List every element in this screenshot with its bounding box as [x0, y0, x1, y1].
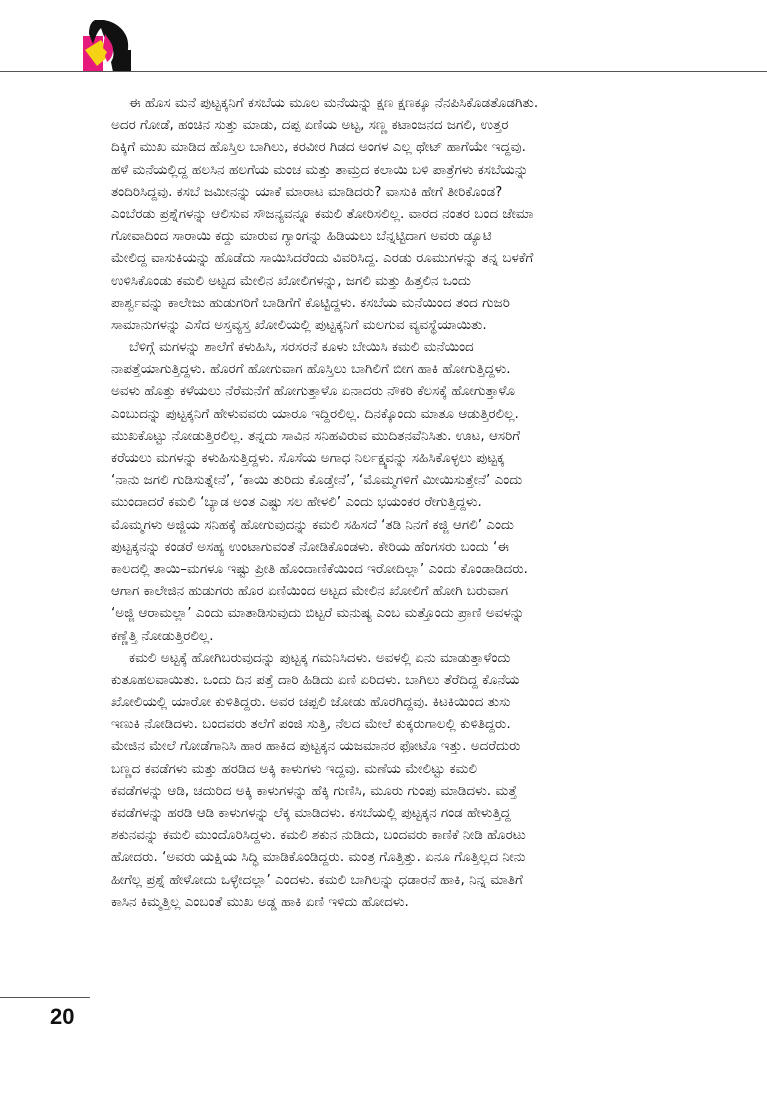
text-line: ಹೀಗೆಲ್ಲ ಪ್ರಶ್ನೆ ಹೇಳೋದು ಒಳ್ಳೇದಲ್ಲಾ’ ಎಂದಳು. ಕಮಲಿ ಬಾಗಿಲನ್ನು ಧಡಾರನೆ ಹಾಕಿ, ನಿನ್ನ ಮಾತಿಗೆ — [111, 871, 523, 888]
text-line: ಕಣ್ಣೆತ್ತಿ ನೋಡುತ್ತಿರಲಿಲ್ಲ. — [111, 627, 214, 644]
text-line: ನಾಪತ್ತೆಯಾಗುತ್ತಿದ್ದಳು. ಹೊರಗೆ ಹೋಗುವಾಗ ಹೊಸ್ತಿಲು ಬಾಗಿಲಿಗೆ ಬೀಗ ಹಾಕಿ ಹೋಗುತ್ತಿದ್ದಳು. — [111, 361, 511, 378]
text-line: ಎಂಬೆರಡು ಪ್ರಶ್ನೆಗಳನ್ನು ಆಲಿಸುವ ಸೌಜನ್ಯವನ್ನೂ ಕಮಲಿ ತೋರಿಸಲಿಲ್ಲ. ವಾರದ ನಂತರ ಬಂದ ಜೇಮಾ — [111, 205, 534, 222]
text-line: ಈ ಹೊಸ ಮನೆ ಪುಟ್ಟಕ್ಕನಿಗೆ ಕಸಬೆಯ ಮೂಲ ಮನೆಯನ್ನು ಕ್ಷಣ ಕ್ಷಣಕ್ಕೂ ನೆನಪಿಸಿಕೊಡತೊಡಗಿತು. — [129, 95, 539, 111]
text-line: ಕುತೂಹಲವಾಯಿತು. ಒಂದು ದಿನ ಪತ್ತೆ ದಾರಿ ಹಿಡಿದು ಏಣಿ ಏರಿದಳು. ಬಾಗಿಲು ತೆರೆದಿದ್ದ ಕೊನೆಯ — [111, 671, 520, 688]
text-line: ಇಣುಕಿ ನೋಡಿದಳು. ಬಂದವರು ತಲೆಗೆ ಪಂಜಿ ಸುತ್ತಿ, ನೆಲದ ಮೇಲೆ ಕುಕ್ಕರುಗಾಲಲ್ಲಿ ಕುಳಿತಿದ್ದರು. — [111, 716, 511, 733]
text-line: ಮೇಲಿದ್ದ ವಾಸುಕಿಯನ್ನು ಹೊಡೆದು ಸಾಯಿಸಿದರೆಂದು ವಿವರಿಸಿದ್ದ. ಎರಡು ರೂಮುಗಳನ್ನು ತನ್ನ ಬಳಕೆಗೆ — [111, 250, 534, 267]
text-line: ಬಣ್ಣದ ಕವಡೆಗಳು ಮತ್ತು ಹರಡಿದ ಅಕ್ಕಿ ಕಾಳುಗಳು ಇದ್ದವು. ಮಣೆಯ ಮೇಲಿಟ್ಟು ಕಮಲಿ — [111, 760, 477, 777]
text-line: ತಂದಿರಿಸಿದ್ದವು. ಕಸಬೆ ಜಮೀನನ್ನು ಯಾಕೆ ಮಾರಾಟ ಮಾಡಿದರು? ವಾಸುಕಿ ಹೇಗೆ ತೀರಿಕೊಂಡ? — [111, 183, 503, 200]
text-line: ಪಾರ್ಶ್ವವನ್ನು ಕಾಲೇಜು ಹುಡುಗರಿಗೆ ಬಾಡಿಗೆಗೆ ಕೊಟ್ಟಿದ್ದಳು. ಕಸಬೆಯ ಮನೆಯಿಂದ ತಂದ ಗುಜರಿ — [111, 294, 510, 311]
text-line: ‘ಅಜ್ಜಿ ಆರಾಮಲ್ಲಾ’ ಎಂದು ಮಾತಾಡಿಸುವುದು ಬಿಟ್ಟರೆ ಮನುಷ್ಯ ಎಂಬ ಮತ್ತೊಂದು ಪ್ರಾಣಿ ಅವಳನ್ನು — [111, 605, 525, 622]
text-line: ಅವಳು ಹೊತ್ತು ಕಳೆಯಲು ನೆರೆಮನೆಗೆ ಹೋಗುತ್ತಾಳೊ ಏನಾದರು ನೌಕರಿ ಕೆಲಸಕ್ಕೆ ಹೋಗುತ್ತಾಳೊ — [111, 383, 516, 400]
text-line: ಕಮಲಿ ಅಟ್ಟಕ್ಕೆ ಹೋಗಿಬರುವುದನ್ನು ಪುಟ್ಟಕ್ಕ ಗಮನಿಸಿದಳು. ಅವಳಲ್ಲಿ ಏನು ಮಾಡುತ್ತಾಳೆಂದು — [129, 649, 511, 666]
text-line: ಸಾಮಾನುಗಳನ್ನು ಎಸೆದ ಅಸ್ತವ್ಯಸ್ತ ಖೋಲಿಯಲ್ಲಿ ಪುಟ್ಟಕ್ಕನಿಗೆ ಮಲಗುವ ವ್ಯವಸ್ಥೆಯಾಯಿತು. — [111, 316, 487, 333]
text-line: ಮೊಮ್ಮಗಳು ಅಜ್ಜಿಯ ಸನಿಹಕ್ಕೆ ಹೋಗುವುದನ್ನು ಕಮಲಿ ಸಹಿಸದೆ ‘ತಡಿ ನಿನಗೆ ಕಜ್ಜಿ ಆಗಲಿ’ ಎಂದು — [111, 516, 514, 533]
header-rule — [0, 71, 767, 72]
text-line: ಶಕುನವನ್ನು ಕಮಲಿ ಮುಂದೊರಿಸಿದ್ದಳು. ಕಮಲಿ ಶಕುನ ನುಡಿದು, ಬಂದವರು ಕಾಣಿಕೆ ನೀಡಿ ಹೊರಟು — [111, 827, 526, 844]
text-line: ಮೇಜಿನ ಮೇಲೆ ಗೋಡೆಗಾನಿಸಿ ಹಾರ ಹಾಕಿದ ಪುಟ್ಟಕ್ಕನ ಯಜಮಾನರ ಫೋಟೊ ಇತ್ತು. ಅದರೆದುರು — [111, 738, 521, 755]
text-line: ಕಾಲದಲ್ಲಿ ತಾಯಿ–ಮಗಳೂ ಇಷ್ಟು ಪ್ರೀತಿ ಹೊಂದಾಣಿಕೆಯಿಂದ ಇರೋದಿಲ್ಲಾ’ ಎಂದು ಕೊಂಡಾಡಿದರು. — [111, 560, 528, 577]
text-line: ಹಳೆ ಮನೆಯಲ್ಲಿದ್ದ ಹಲಸಿನ ಹಲಗೆಯ ಮಂಚ ಮತ್ತು ತಾಮ್ರದ ಕಲಾಯಿ ಬಳಿ ಪಾತ್ರೆಗಳು ಕಸಬೆಯನ್ನು — [111, 161, 529, 178]
text-line: ಹೋದರು. ‘ಅವರು ಯಕ್ಷಿಯ ಸಿದ್ಧಿ ಮಾಡಿಕೊಂಡಿದ್ದರು. ಮಂತ್ರ ಗೊತ್ತಿತ್ತು. ಏನೂ ಗೊತ್ತಿಲ್ಲದ ನೀನು — [111, 849, 526, 866]
footer-rule — [0, 997, 90, 998]
body-text — [111, 92, 659, 913]
text-line: ದಿಕ್ಕಿಗೆ ಮುಖ ಮಾಡಿದ ಹೊಸ್ತಿಲ ಬಾಗಿಲು, ಕರವೀರ ಗಿಡದ ಅಂಗಳ ಎಲ್ಲ ಥೇಟ್ ಹಾಗೆಯೇ ಇದ್ದವು. — [111, 139, 526, 156]
text-line: ಪುಟ್ಟಕ್ಕನನ್ನು ಕಂಡರೆ ಅಸಹ್ಯ ಉಂಟಾಗುವಂತೆ ನೋಡಿಕೊಂಡಳು. ಕೇರಿಯ ಹೆಂಗಸರು ಬಂದು ‘ಈ — [111, 538, 510, 555]
text-line: ಗೋವಾದಿಂದ ಸಾರಾಯಿ ಕದ್ದು ಮಾರುವ ಗ್ಯಾಂಗನ್ನು ಹಿಡಿಯಲು ಬೆನ್ನಟ್ಟಿದಾಗ ಅವರು ಡ್ಯೂಟಿ — [111, 228, 492, 245]
woman-profile-icon — [83, 20, 131, 72]
text-line: ಅದರ ಗೋಡೆ, ಹಂಚಿನ ಸುತ್ತು ಮಾಡು, ದಪ್ಪ ಏಣಿಯ ಅಟ್ಟ, ಸಣ್ಣ ಕಟಾಂಜನದ ಜಗಲಿ, ಉತ್ತರ — [111, 117, 509, 134]
page-number: 20 — [50, 1004, 75, 1029]
text-line: ಕರೆಯಲು ಮಗಳನ್ನು ಕಳುಹಿಸುತ್ತಿದ್ದಳು. ಸೊಸೆಯ ಅಗಾಧ ನಿರ್ಲಕ್ಷ್ಯವನ್ನು ಸಹಿಸಿಕೊಳ್ಳಲು ಪುಟ್ಟಕ್ಕ — [111, 450, 505, 466]
text-line: ಆಗಾಗ ಕಾಲೇಜಿನ ಹುಡುಗರು ಹೊರ ಏಣಿಯಿಂದ ಅಟ್ಟದ ಮೇಲಿನ ಖೋಲಿಗೆ ಹೋಗಿ ಬರುವಾಗ — [111, 583, 509, 600]
text-line: ಎಂಬುದನ್ನು ಪುಟ್ಟಕ್ಕನಿಗೆ ಹೇಳುವವರು ಯಾರೂ ಇದ್ದಿರಲಿಲ್ಲ. ದಿನಕ್ಕೊಂದು ಮಾತೂ ಆಡುತ್ತಿರಲಿಲ್ಲ. — [111, 405, 519, 422]
text-line: ಕಾಸಿನ ಕಿಮ್ಮತ್ತಿಲ್ಲ ಎಂಬಂತೆ ಮುಖ ಅಡ್ಡ ಹಾಕಿ ಏಣಿ ಇಳಿದು ಹೋದಳು. — [111, 893, 409, 910]
text-line: ಖೋಲಿಯಲ್ಲಿ ಯಾರೋ ಕುಳಿತಿದ್ದರು. ಅವರ ಚಪ್ಪಲಿ ಜೋಡು ಹೊರಗಿದ್ದವು. ಕಿಟಕಿಯಿಂದ ತುಸು — [111, 694, 511, 711]
text-line: ಕವಡೆಗಳನ್ನು ಆಡಿ, ಚದುರಿದ ಅಕ್ಕಿ ಕಾಳುಗಳನ್ನು ಹೆಕ್ಕಿ ಗುಣಿಸಿ, ಮೂರು ಗುಂಪು ಮಾಡಿದಳು. ಮತ್ತೆ — [111, 782, 518, 799]
text-line: ಮುಖಕೊಟ್ಟು ನೋಡುತ್ತಿರಲಿಲ್ಲ. ತನ್ನದು ಸಾವಿನ ಸನಿಹವಿರುವ ಮುದಿತನವೆನಿಸಿತು. ಊಟ, ಆಸರಿಗೆ — [111, 427, 521, 444]
text-line: ಮುಂದಾದರೆ ಕಮಲಿ ‘ಬ್ಯಾಡ ಅಂತ ಎಷ್ಟು ಸಲ ಹೇಳಲಿ’ ಎಂದು ಭಯಂಕರ ರೇಗುತ್ತಿದ್ದಳು. — [111, 494, 482, 511]
text-line: ಕವಡೆಗಳನ್ನು ಹರಡಿ ಆಡಿ ಕಾಳುಗಳನ್ನು ಲೆಕ್ಕ ಮಾಡಿದಳು. ಕಸಬೆಯಲ್ಲಿ ಪುಟ್ಟಕ್ಕನ ಗಂಡ ಹೇಳುತ್ತಿದ್ದ — [111, 805, 511, 821]
text-line: ಉಳಿಸಿಕೊಂಡು ಕಮಲಿ ಅಟ್ಟದ ಮೇಲಿನ ಖೋಲಿಗಳನ್ನು, ಜಗಲಿ ಮತ್ತು ಹಿತ್ತಲಿನ ಒಂದು — [111, 272, 471, 289]
text-line: ಬೆಳಿಗ್ಗೆ ಮಗಳನ್ನು ಶಾಲೆಗೆ ಕಳುಹಿಸಿ, ಸರಸರನೆ ಕೂಳು ಬೇಯಿಸಿ ಕಮಲಿ ಮನೆಯಿಂದ — [129, 339, 474, 356]
text-line: ‘ನಾನು ಜಗಲಿ ಗುಡಿಸುತ್ನೇನೆ’, ‘ಕಾಯಿ ತುರಿದು ಕೊಡ್ತೇನೆ’, ‘ಮೊಮ್ಮಗಳಿಗೆ ಮೀಯಿಸುತ್ತೇನೆ’ ಎಂದು — [111, 472, 523, 489]
